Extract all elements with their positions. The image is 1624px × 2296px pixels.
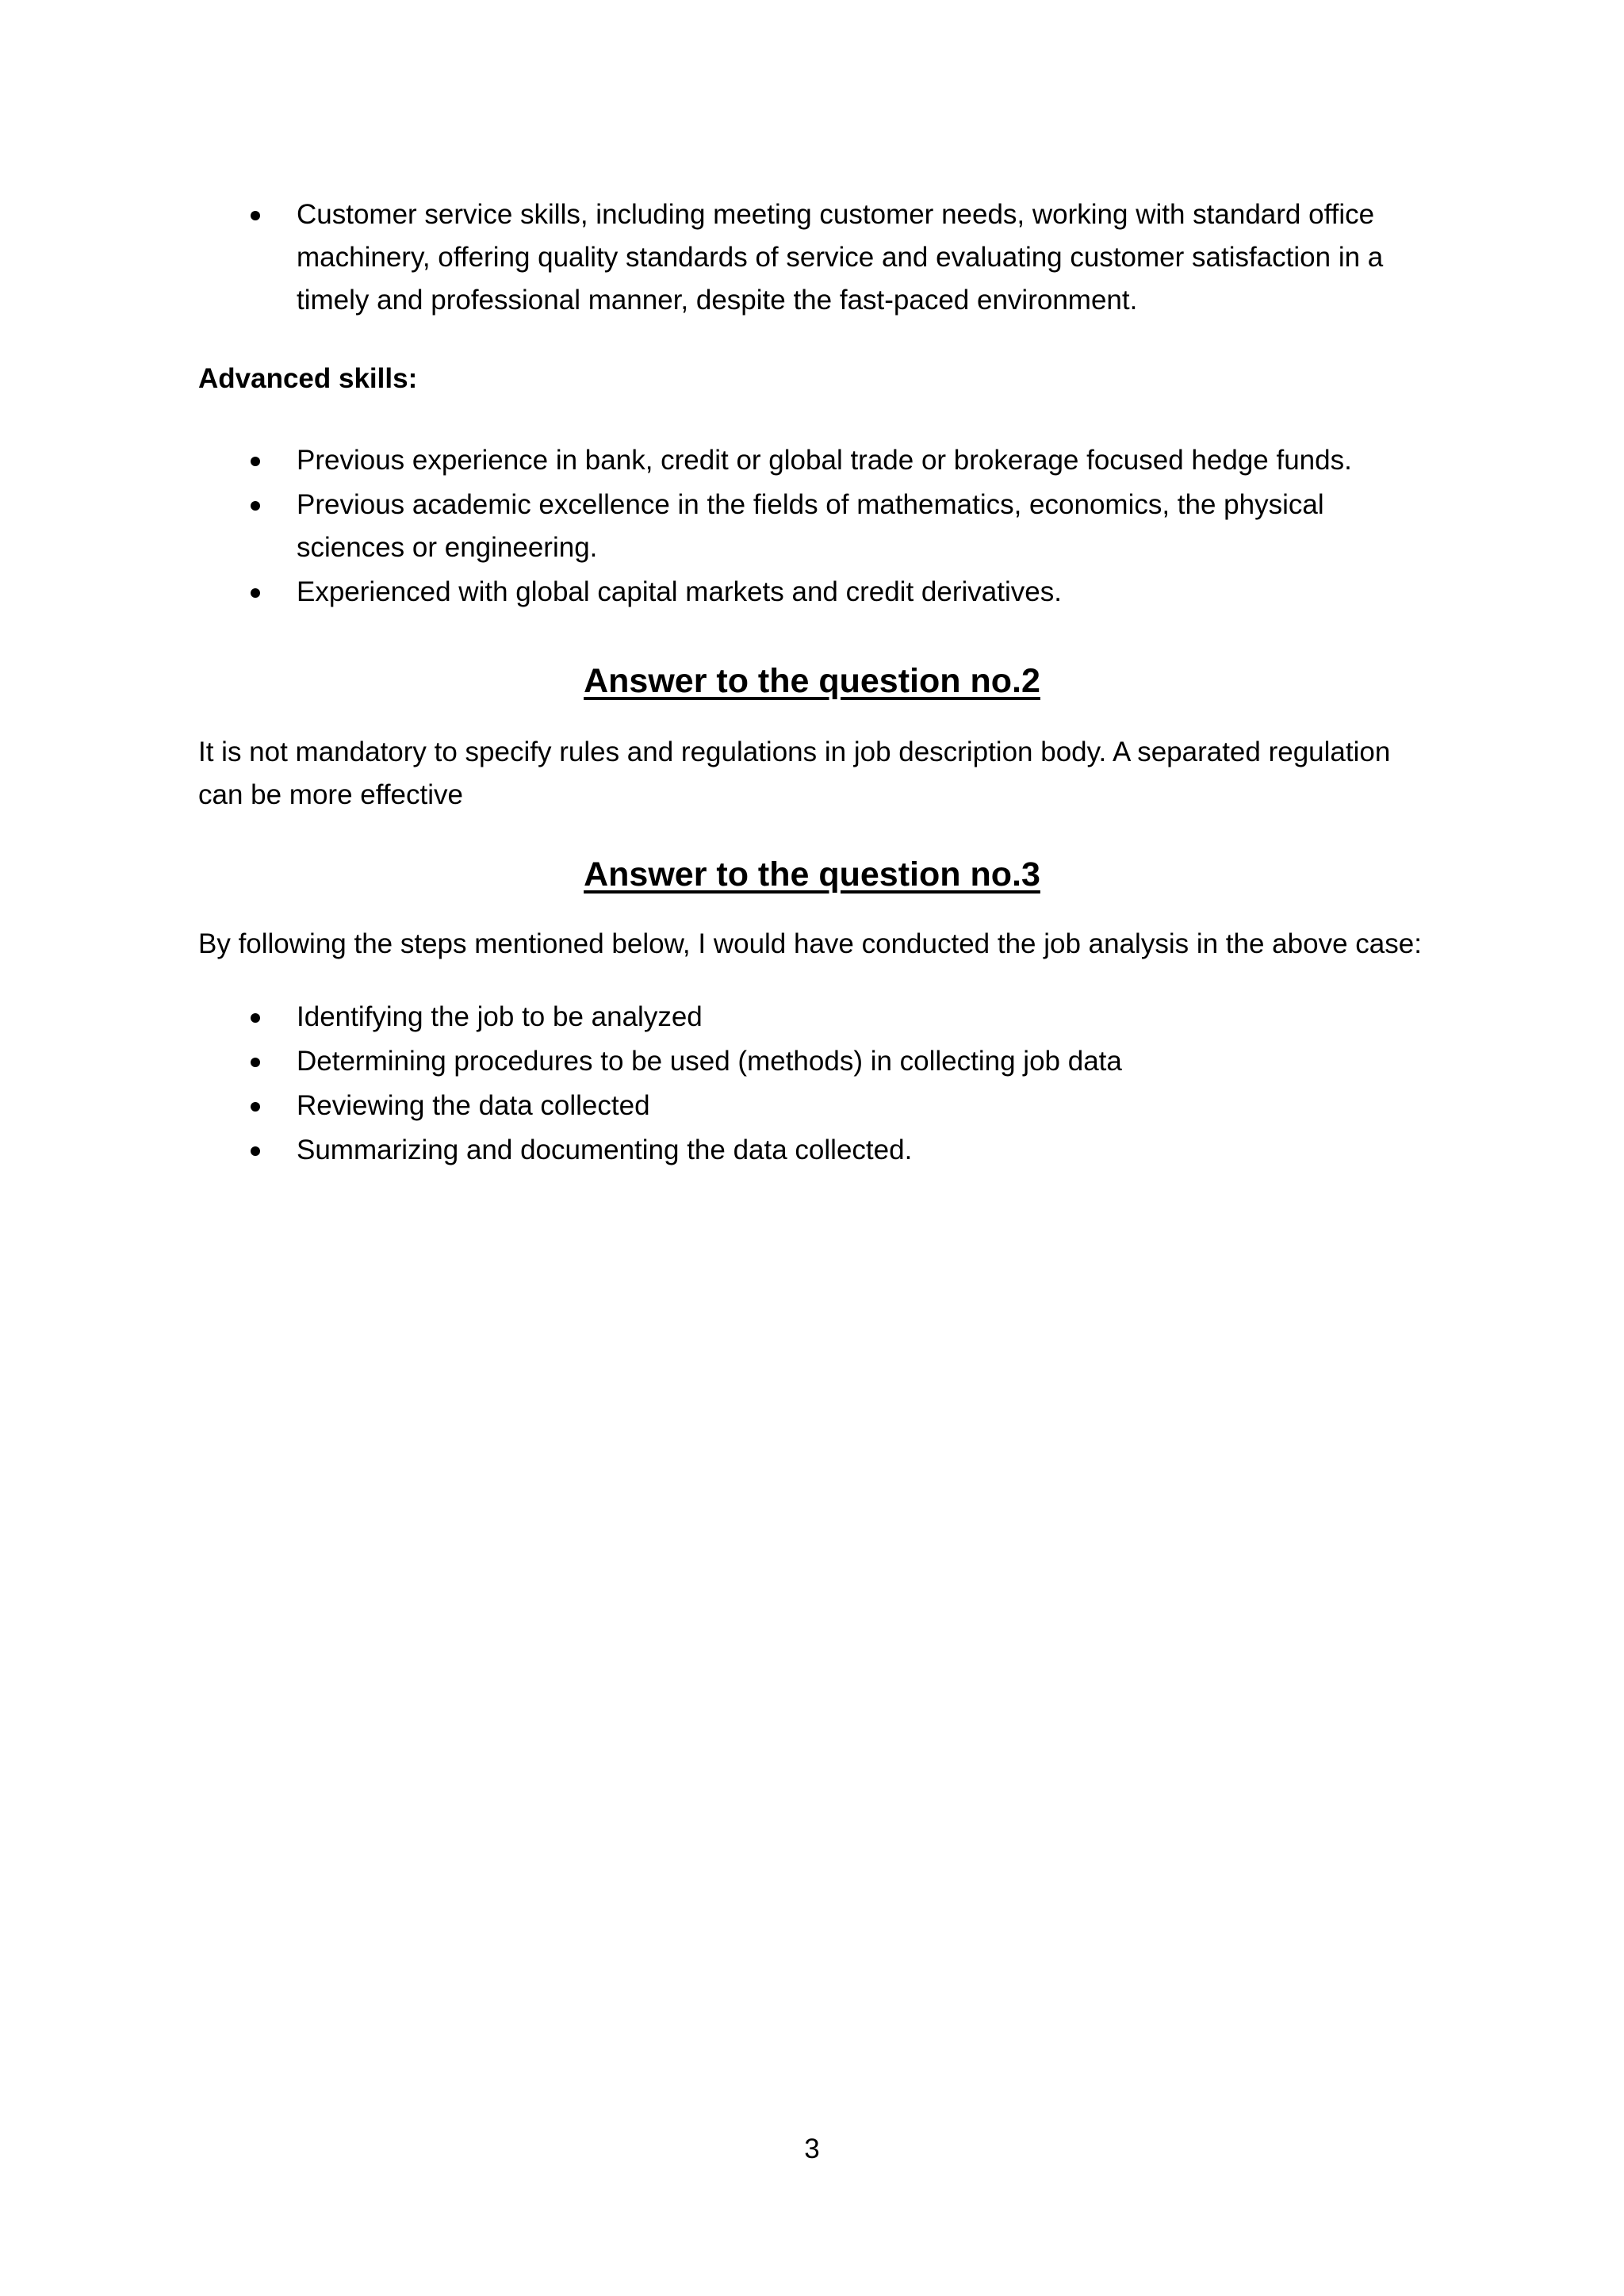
bullet-icon xyxy=(251,1058,260,1067)
question2-heading: Answer to the question no.2 xyxy=(584,662,1040,700)
question2-body: It is not mandatory to specify rules and regulations in job description body. A separated regulation can be more effective xyxy=(198,737,1391,810)
advanced-skills-list xyxy=(198,439,1435,615)
list-item xyxy=(198,996,1435,1039)
list-item-text: Previous experience in bank, credit or global trade or brokerage focused hedge funds. xyxy=(297,445,1352,476)
list-item-text: Summarizing and documenting the data collected. xyxy=(297,1135,913,1165)
list-item-text: Customer service skills, including meeting customer needs, working with standard office machinery, offering quality standards of service and evaluating customer satisfaction in a timely and professional manner, despite the fast-paced environment. xyxy=(297,199,1384,316)
list-item xyxy=(198,1040,1435,1083)
customer-service-list xyxy=(198,193,1435,322)
bullet-icon xyxy=(251,1146,260,1156)
list-item-text: Previous academic excellence in the fields of mathematics, economics, the physical sciences or engineering. xyxy=(297,489,1324,563)
list-item-text: Determining procedures to be used (methods) in collecting job data xyxy=(297,1046,1122,1077)
list-item xyxy=(198,1129,1435,1172)
list-item xyxy=(198,439,1435,482)
question3-intro: By following the steps mentioned below, I would have conducted the job analysis in the above case: xyxy=(198,928,1422,959)
job-analysis-steps-list xyxy=(198,996,1435,1173)
list-item-text: Identifying the job to be analyzed xyxy=(297,1001,703,1032)
bullet-icon xyxy=(251,501,260,511)
list-item xyxy=(198,1085,1435,1127)
bullet-icon xyxy=(251,588,260,598)
page-number: 3 xyxy=(804,2133,820,2164)
bullet-icon xyxy=(251,457,260,466)
bullet-icon xyxy=(251,211,260,220)
list-item xyxy=(198,571,1435,614)
list-item xyxy=(198,193,1435,322)
bullet-icon xyxy=(251,1013,260,1023)
advanced-skills-heading: Advanced skills: xyxy=(198,363,418,394)
list-item xyxy=(198,484,1435,569)
list-item-text: Reviewing the data collected xyxy=(297,1090,650,1121)
question3-heading: Answer to the question no.3 xyxy=(584,855,1040,894)
bullet-icon xyxy=(251,1102,260,1112)
list-item-text: Experienced with global capital markets and credit derivatives. xyxy=(297,576,1062,607)
